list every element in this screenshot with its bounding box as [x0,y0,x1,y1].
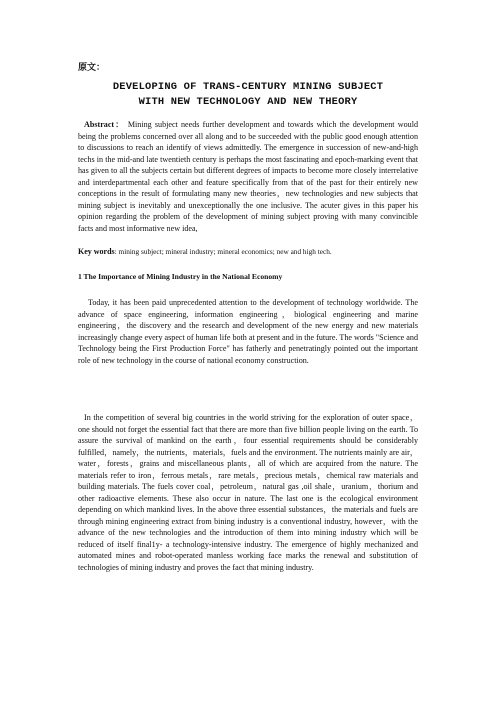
keywords-label: Key words [78,247,115,256]
abstract [78,119,418,234]
keywords [78,247,418,257]
title-line-1: DEVELOPING OF TRANS-CENTURY MINING SUBJECT [112,81,384,93]
keywords-text: : mining subject; mineral industry; mineral economics; new and high tech. [114,247,332,256]
abstract-label: Abstract： [84,120,125,129]
abstract-text: Mining subject needs further development and towards which the development would being the problems concerned over all along and to be succeeded with the public good enough attention to discussions to reach an identify of views admittedly. The emergence in succession of new-and-high techs in the mid-and late twentieth century is perhaps the most fascinating and epoch-marking event that has given to all the subjects certain but different degrees of impacts to become more closely interrelative and interdepartmental each other and feature specifically from that of the past for their entirely new conceptions in the result of formulating many new theories，new technologies and new subjects that mining subject is inevitably and unexceptionally the one inclusive. The acuter gives in this paper his opinion regarding the problem of the development of mining subject proving with many convincible facts and most informative new idea, [78,120,419,233]
original-text-label: 原文： [78,63,106,73]
title-line-2: WITH NEW TECHNOLOGY AND NEW THEORY [138,96,358,108]
paragraph-2: In the competition of several big countries in the world striving for the exploration of outer space，one should not forget the essential fact that there are more than five billion people living on the earth. To assure the survival of mankind on the earth，four essential requirements should be considerably fulfilled，namely，the nutrients，materials，fuels and the environment. The nutrients mainly are air，water，forests，grains and miscellaneous plants，all of which are acquired from the nature. The materials refer to iron，ferrous metals，rare metals，precious metals，chemical raw materials and building materials. The fuels cover coal，petroleum，natural gas ,oil shale，uranium，thorium and other radioactive elements. These also occur in nature. The last one is the ecological environment depending on which mankind lives. In the above three essential substances，the materials and fuels are through mining engineering extract from bining industry is a conventional industry, however，with the advance of the new technologies and the introduction of them into mining industry which will be reduced of itself final1y- a technology-intensive industry. The emergence of highly mechanized and automated mines and robot-operated manless working face marks the renewal and substitution of technologies of mining industry and proves the fact that mining industry. [78,413,418,572]
section-heading: 1 The Importance of Mining Industry in the National Economy [78,272,283,281]
paragraph-1: Today, it has been paid unprecedented attention to the development of technology worldwide. The advance of space engineering, information engineering，biological engineering and marine engineering，the discovery and the research and development of the new energy and new materials increasingly change every aspect of human life both at present and in the future. The words "Science and Technology being the First Production Force" has fatherly and penetratingly pointed out the important role of new technology in the course of national economy construction. [78,298,418,365]
